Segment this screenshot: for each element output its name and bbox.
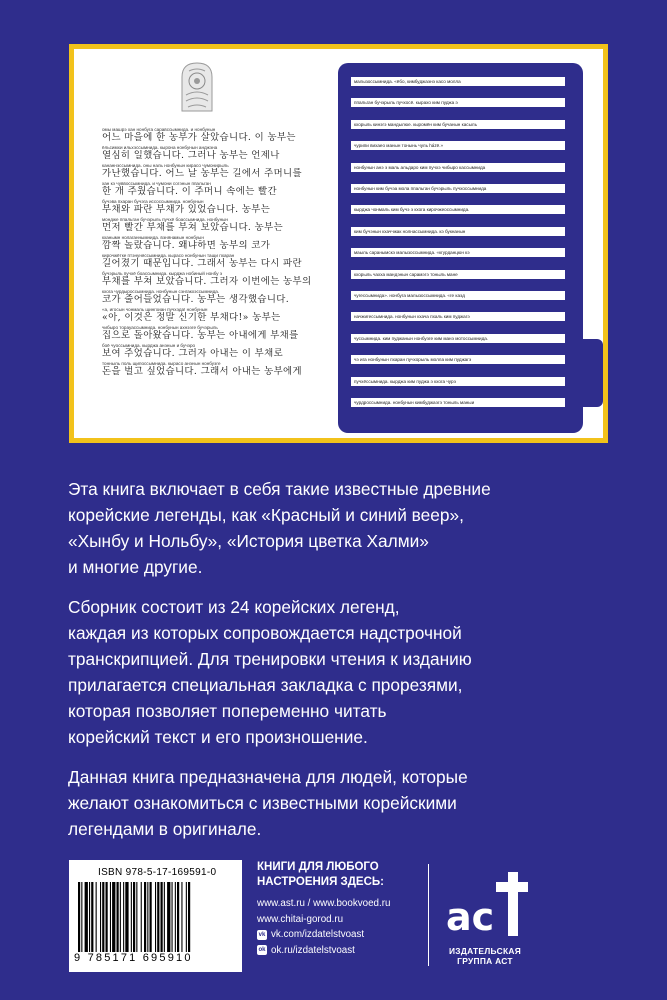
description-line: корейский текст и его произношение. xyxy=(68,727,368,747)
promo-title-line-1: КНИГИ ДЛЯ ЛЮБОГО xyxy=(257,861,379,873)
barcode-icon xyxy=(76,882,236,952)
transcription-line: кханымн нолаганнымнида. вэнянамын нонбуын xyxy=(102,235,204,240)
barcode-bar xyxy=(150,882,152,952)
description-paragraph-2 xyxy=(68,594,588,750)
barcode-bar xyxy=(120,882,121,952)
hangul-line: 깜짝 놀랐습니다. 왜냐하면 농부의 코가 xyxy=(102,240,271,251)
description-line: транскрипцией. Для тренировки чтения к изданию xyxy=(68,649,472,669)
hangul-line: 부채와 파란 부채가 있었습니다. 농부는 xyxy=(102,204,271,215)
barcode-bar xyxy=(123,882,124,952)
bookmark-slot: малызоссымнида. «ёбо, кимбуджаэнэ касо молла xyxy=(351,77,565,86)
barcode-bar xyxy=(167,882,170,952)
ok-icon: ok xyxy=(258,947,266,954)
vk-icon: vk xyxy=(258,931,266,938)
barcode-bar xyxy=(177,882,179,952)
transcription-line: хан кэ чуввоссымнида. и чумони согэнын ппальган xyxy=(102,181,211,186)
vk-link-text: vk.com/izdatelstvoast xyxy=(271,929,365,940)
barcode-digits: 9 785171 695910 xyxy=(74,952,193,964)
bookmark-slot: ппальган бучэрыль пучхосё. кырахо ким пуджа э xyxy=(351,98,565,107)
description-line: «Хынбу и Нольбу», «История цветка Халми» xyxy=(68,531,429,551)
hangul-line: 부채를 부쳐 보았습니다. 그러자 이번에는 농부의 xyxy=(102,276,312,287)
korean-text-with-transcription xyxy=(102,127,342,379)
transcription-line: «а, игосын чонмаль щингхиан пучхэда! нонбунын xyxy=(102,307,208,312)
barcode-bar xyxy=(106,882,108,952)
hangul-line: 보여 주었습니다. 그러자 아내는 이 부채로 xyxy=(102,348,284,359)
barcode-bar xyxy=(136,882,137,952)
barcode-bar xyxy=(147,882,148,952)
barcode-bar xyxy=(157,882,159,952)
publisher-logo xyxy=(436,864,534,968)
barcode-bar xyxy=(144,882,146,952)
bookmark-slot: кхорыль кинэгэ мандылюе. кыромён ким бучанын касыль xyxy=(351,120,565,129)
bookmark-slot: маыль саранымскэ малызоссымнида. «кгурданцюн кэ xyxy=(351,248,565,257)
bookmark-slot: кхорыль чахха мандэнын сарамэгэ тоныль мане xyxy=(351,270,565,279)
description-line: желают ознакомиться с известными корейскими xyxy=(68,793,457,813)
hangul-line: 열심히 일했습니다. 그러나 농부는 언제나 xyxy=(102,150,280,161)
hangul-line: 가난했습니다. 어느 날 농부는 길에서 주머니를 xyxy=(102,168,302,179)
barcode-block xyxy=(69,860,242,972)
bookmark-tab xyxy=(583,339,603,407)
barcode-bar xyxy=(155,882,156,952)
publisher-name-line-2: ГРУППА АСТ xyxy=(457,956,513,966)
illustration-frame xyxy=(69,44,608,443)
barcode-bar xyxy=(131,882,132,952)
hangul-line: 한 개 주웠습니다. 이 주머니 속에는 빨간 xyxy=(102,186,277,197)
barcode-bar xyxy=(91,882,93,952)
bookmark-slot: начжигессымнида. нонбунын кхача пхаль ким пуджагэ xyxy=(351,312,565,321)
barcode-bar xyxy=(117,882,119,952)
barcode-bar xyxy=(112,882,115,952)
transcription-line: бучэрыль пучхё боассымнида. кырджа нобиный нонбу э xyxy=(102,271,223,276)
transcription-line: кирочжёткe птэнуняссымнида. кырасо нонбунын тащи пхаран xyxy=(102,253,235,258)
isbn-number: ISBN 978-5-17-169591-0 xyxy=(98,867,217,878)
promo-vk[interactable] xyxy=(257,927,390,943)
transcription-line: боё чуоссымнида. кырджа анэнын и бучэро xyxy=(102,343,196,348)
barcode-bar xyxy=(110,882,111,952)
description-line: каждая из которых сопровождается надстрочной xyxy=(68,623,462,643)
transcription-line: ёльсимхи ильхэссымнида. кырона нонбунын анджэна xyxy=(102,145,218,150)
barcode-bar xyxy=(164,882,165,952)
description-line: Эта книга включает в себя такие известные древние xyxy=(68,479,491,499)
barcode-bar xyxy=(89,882,90,952)
barcode-bar xyxy=(81,882,82,952)
barcode-bar xyxy=(175,882,176,952)
barcode-bar xyxy=(181,882,182,952)
vertical-divider xyxy=(428,864,429,966)
bookmark-slot: чурипи вихаео манын тонынь чуль házё.» xyxy=(351,141,565,150)
publisher-name xyxy=(436,946,534,966)
barcode-bar xyxy=(172,882,173,952)
bookmark-slot: нонбунын ким бучэа мола ппальган бучэрыль пучхоссымнида xyxy=(351,184,565,193)
hangul-line: 어느 마을에 한 농부가 살았습니다. 이 농부는 xyxy=(102,132,296,143)
ornament-icon xyxy=(174,59,220,115)
bookmark-slot: чэ ига нонбунын пхаран пучхорыль молла ким пуджагэ xyxy=(351,355,565,364)
hangul-line: 먼저 빨간 부채를 부쳐 보았습니다. 농부는 xyxy=(102,222,284,233)
barcode-bar xyxy=(125,882,128,952)
hangul-line: 돈을 벌고 싶었습니다. 그래서 아내는 농부에게 xyxy=(102,366,302,377)
description-line: которая позволяет попеременно читать xyxy=(68,701,387,721)
transcription-line: чибыро торауассымнида. нонбунын ахнээге бучэрыль xyxy=(102,325,218,330)
ast-logo-icon xyxy=(436,864,534,944)
hangul-line: «아, 이것은 정말 신기한 부채다!» 농부는 xyxy=(102,312,281,323)
transcription-line: кананнэссымнида. оны наль нонбунын кирасо чумонирыль xyxy=(102,163,229,168)
barcode-bar xyxy=(161,882,163,952)
description-line: Сборник состоит из 24 корейских легенд, xyxy=(68,597,400,617)
svg-text:ac: ac xyxy=(446,895,495,939)
transcription-line: бучэва пхаран бучэга иссоссымнида. нонбунын xyxy=(102,199,204,204)
barcode-bar xyxy=(96,882,97,952)
description-paragraph-3 xyxy=(68,764,588,842)
bookmark-slot: кырджа чонмаль ким бучэ э кхога кирочжеоссымнида. xyxy=(351,205,565,214)
description-line: Данная книга предназначена для людей, которые xyxy=(68,767,468,787)
transcription-line: тонныль поль щипоссымнида. кырасо анэнын нонбуэге xyxy=(102,361,221,366)
barcode-bar xyxy=(100,882,101,952)
bookmark-slot: чуссымнида. ким пуджанын нонбуэге ким манэ мотоссымнида. xyxy=(351,334,565,343)
promo-link-ast[interactable]: www.ast.ru / www.bookvoed.ru xyxy=(257,898,391,909)
description-line: и многие другие. xyxy=(68,557,203,577)
description-line: корейские легенды, как «Красный и синий веер», xyxy=(68,505,464,525)
book-page-illustration xyxy=(74,49,603,438)
bookmark-slot: пучхёссымнида. кырджа ким пуджа э кхога чурэ xyxy=(351,377,565,386)
reading-bookmark xyxy=(338,63,583,433)
barcode-bar xyxy=(186,882,187,952)
barcode-bar xyxy=(102,882,104,952)
description-paragraph-1 xyxy=(68,476,588,580)
promo-ok[interactable] xyxy=(257,943,390,959)
barcode-bar xyxy=(141,882,142,952)
publisher-name-line-1: ИЗДАТЕЛЬСКАЯ xyxy=(448,946,522,956)
barcode-bar xyxy=(133,882,135,952)
barcode-bar xyxy=(85,882,88,952)
transcription-line: кхога чурдыроссымнида. нонбунын сэнгакхэссымнида. xyxy=(102,289,220,294)
bookmark-slot: чугессымнида». нонбуга малызоссымнида. «ге каэд xyxy=(351,291,565,300)
promo-title-line-2: НАСТРОЕНИЯ ЗДЕСЬ: xyxy=(257,876,384,888)
hangul-line: 코가 줄어들었습니다. 농부는 생각했습니다. xyxy=(102,294,290,305)
barcode-bar xyxy=(188,882,190,952)
transcription-line: омы машрэ хан нонбуга саравссымнида. и нонбунын xyxy=(102,127,216,132)
transcription-line: мондже ппальган бучэрыль пучхё боассымнида. нонбунын xyxy=(102,217,228,222)
ok-link-text: ok.ru/izdatelstvoast xyxy=(271,944,355,956)
hangul-line: 집으로 돌아왔습니다. 농부는 아내에게 부채를 xyxy=(102,330,299,341)
promo-block xyxy=(257,860,390,958)
promo-link-chitai-gorod[interactable]: www.chitai-gorod.ru xyxy=(257,913,344,925)
description-line: легендами в оригинале. xyxy=(68,819,262,839)
bookmark-slot: ким бучэнын кхаччжак нолнассымнида. кэ букнанын xyxy=(351,227,565,236)
description-line: прилагается специальная закладка с прорезями, xyxy=(68,675,463,695)
hangul-line: 길어졌기 때문입니다. 그래서 농부는 다시 파란 xyxy=(102,258,302,269)
bookmark-slot: чурдроссымнида. нонбунын кимбуджаэгэ тоныль маныи xyxy=(351,398,565,407)
barcode-bar xyxy=(78,882,80,952)
bookmark-slot: нонбунын анэ э маль альдаро ким пучхэ чибыро кассымнида xyxy=(351,163,565,172)
